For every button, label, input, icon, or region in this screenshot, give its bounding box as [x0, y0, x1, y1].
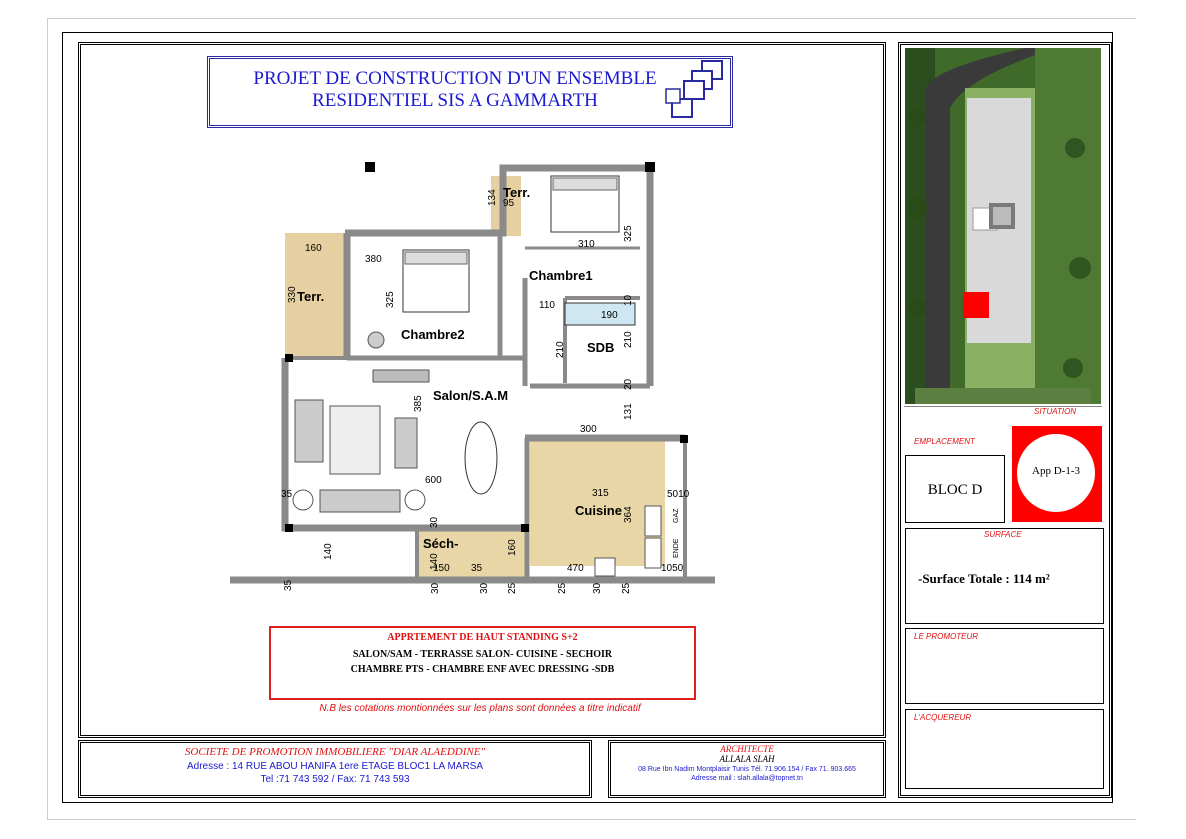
dim: 20: [623, 378, 634, 390]
dim: 30: [479, 582, 490, 594]
dim: ENDE: [673, 538, 680, 558]
dim: 1050: [661, 563, 684, 574]
site-aerial-image: [905, 48, 1101, 404]
dim: 160: [507, 539, 518, 556]
description-line1: SALON/SAM - TERRASSE SALON- CUISINE - SECHOIR: [352, 649, 613, 660]
dim: 325: [385, 291, 396, 308]
app-box: [1012, 426, 1102, 522]
dim: 35: [283, 579, 294, 591]
app-value: App D-1-3: [1032, 465, 1080, 477]
dim: 380: [365, 254, 382, 265]
bloc-box: [905, 455, 1005, 523]
dim: 315: [592, 488, 609, 499]
dim: 160: [305, 243, 322, 254]
surface-label: SURFACE: [984, 530, 1022, 539]
surface-value: -Surface Totale : 114 m²: [918, 571, 1050, 586]
app-circle: [1017, 434, 1095, 512]
dim: 190: [601, 310, 618, 321]
architect-mail: Adresse mail : slah.allala@topnet.tn: [691, 775, 803, 782]
dim: 35: [471, 563, 483, 574]
dim: 470: [567, 563, 584, 574]
dim: GAZ: [673, 508, 680, 523]
dim: 300: [580, 424, 597, 435]
bloc-value: BLOC D: [927, 482, 983, 498]
room-sech: Séch-: [423, 536, 459, 551]
dim: 600: [425, 475, 442, 486]
company-address: Adresse : 14 RUE ABOU HANIFA 1ere ETAGE BLOC1 LA MARSA: [186, 761, 484, 772]
dim: 10: [623, 294, 634, 306]
room-terr-top: Terr.: [503, 185, 531, 200]
dimensions-note: N.B les cotations montionnées sur les plans sont données a titre indicatif: [319, 703, 641, 714]
architect-address: 08 Rue Ibn Nadim Montplaisir Tunis Tél. 71.906.154 / Fax 71. 903.665: [638, 766, 856, 773]
architect-name: ALLALA SLAH: [719, 754, 775, 764]
acquereur-label: L'ACQUEREUR: [914, 713, 972, 722]
dim: 25: [557, 582, 568, 594]
promoter-info-box: [78, 740, 592, 798]
promoteur-box: [905, 628, 1104, 704]
emplacement-label: EMPLACEMENT: [914, 437, 975, 446]
dim: 364: [623, 506, 634, 523]
dim: 30: [592, 582, 603, 594]
surface-box: [905, 528, 1104, 624]
dim: 5010: [667, 489, 690, 500]
dim: 25: [621, 582, 632, 594]
dim: 30: [429, 516, 440, 528]
company-tel: Tel :71 743 592 / Fax: 71 743 593: [260, 774, 410, 785]
room-chambre1: Chambre1: [529, 268, 593, 283]
unit-highlight: [963, 292, 989, 318]
description-box: [269, 626, 696, 700]
architect-label: ARCHITECTE: [720, 744, 774, 754]
room-chambre2: Chambre2: [401, 327, 465, 342]
dim: 210: [555, 341, 566, 358]
dim: 325: [623, 225, 634, 242]
dim: 310: [578, 239, 595, 250]
dim: 140: [323, 543, 334, 560]
project-title-line2: RESIDENTIEL SIS A GAMMARTH: [312, 90, 598, 111]
dim: 131: [623, 403, 634, 420]
situation-label: SITUATION: [1034, 407, 1077, 416]
project-title-line1: PROJET DE CONSTRUCTION D'UN ENSEMBLE: [253, 68, 657, 89]
room-cuisine: Cuisine: [575, 503, 622, 518]
dim: 35: [281, 489, 293, 500]
dim: 210: [623, 331, 634, 348]
description-line2: CHAMBRE PTS - CHAMBRE ENF AVEC DRESSING -SDB: [350, 664, 615, 675]
project-title-box: [207, 56, 733, 128]
dim: 95: [503, 198, 515, 209]
room-sdb: SDB: [587, 340, 615, 355]
dim: 140: [429, 553, 440, 570]
dim: 110: [539, 300, 555, 311]
floor-plan: [225, 158, 725, 598]
logo-squares-icon: [662, 59, 728, 123]
dim: 385: [413, 395, 424, 412]
architect-info-box: [608, 740, 886, 798]
promoteur-label: LE PROMOTEUR: [914, 632, 979, 641]
description-heading: APPRTEMENT DE HAUT STANDING S+2: [387, 632, 578, 643]
dim: 150: [433, 563, 450, 574]
dim: 30: [430, 582, 441, 594]
acquereur-box: [905, 709, 1104, 789]
room-terr-left: Terr.: [297, 289, 325, 304]
company-name: SOCIETE DE PROMOTION IMMOBILIERE "DIAR ALAEDDINE": [184, 746, 486, 758]
dim: 330: [287, 286, 298, 303]
dim: 134: [487, 189, 498, 206]
dim: 25: [507, 582, 518, 594]
room-salon: Salon/S.A.M: [433, 388, 509, 403]
